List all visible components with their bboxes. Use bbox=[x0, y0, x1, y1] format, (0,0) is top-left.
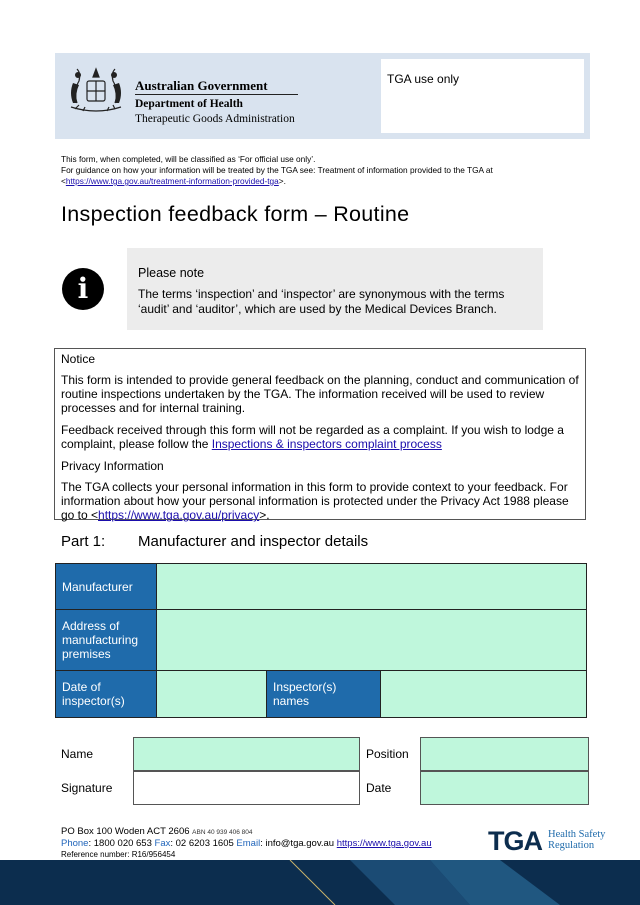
header-divider bbox=[135, 94, 298, 95]
email-address: : info@tga.gov.au bbox=[260, 838, 337, 849]
health-safety-regulation-tagline bbox=[548, 829, 605, 851]
inspector-names-label: Inspector(s) names bbox=[266, 670, 381, 718]
link-open: < bbox=[61, 176, 66, 186]
postal-address bbox=[61, 826, 253, 837]
signature-label: Signature bbox=[61, 781, 113, 795]
date-label: Date bbox=[366, 781, 392, 795]
tagline-line-1: Health Safety bbox=[548, 829, 606, 840]
fax-label: Fax bbox=[154, 838, 171, 849]
notice-heading: Notice bbox=[61, 352, 96, 366]
contact-line bbox=[61, 838, 432, 849]
privacy-paragraph-text: The TGA collects your personal information in this form to provide context to your feedback. For information about how your personal information is protected under the Privacy Act 1988 please go to < bbox=[61, 480, 569, 522]
date-field[interactable] bbox=[420, 771, 589, 805]
manufacturer-field[interactable] bbox=[156, 563, 587, 610]
please-note-title: Please note bbox=[138, 266, 205, 280]
classification-notice bbox=[61, 154, 581, 187]
phone-number: : 1800 020 653 bbox=[88, 838, 155, 849]
position-field[interactable] bbox=[420, 737, 589, 771]
government-title: Australian Government bbox=[135, 78, 268, 93]
phone-label: Phone bbox=[61, 838, 89, 849]
inspector-names-field[interactable] bbox=[380, 670, 587, 718]
date-of-inspection-label: Date of inspector(s) bbox=[55, 670, 157, 718]
privacy-paragraph-end: >. bbox=[259, 508, 270, 522]
classification-line-2: For guidance on how your information will be treated by the TGA see: Treatment of information provided to the TGA at bbox=[61, 165, 493, 175]
notice-paragraph-1: This form is intended to provide general feedback on the planning, conduct and communication of routine inspections undertaken by the TGA. The information received will be used to review processes and for internal training. bbox=[61, 373, 579, 415]
fax-number: : 02 6203 1605 bbox=[170, 838, 237, 849]
date-of-inspection-field[interactable] bbox=[156, 670, 267, 718]
address-label: Address of manufacturing premises bbox=[55, 609, 157, 671]
link-close: >. bbox=[278, 176, 286, 186]
manufacturer-label: Manufacturer bbox=[55, 563, 157, 610]
part-1-label: Part 1: bbox=[61, 533, 106, 550]
privacy-paragraph bbox=[61, 480, 579, 522]
abn: ABN 40 939 406 804 bbox=[192, 829, 253, 836]
page-title: Inspection feedback form – Routine bbox=[61, 202, 410, 226]
tagline-line-2: Regulation bbox=[548, 840, 595, 851]
tga-logo: TGA bbox=[488, 826, 542, 856]
name-field[interactable] bbox=[133, 737, 360, 771]
footer-band bbox=[0, 860, 640, 905]
tga-use-only-label: TGA use only bbox=[387, 72, 460, 86]
notice-paragraph-2-text: Feedback received through this form will not be regarded as a complaint. If you wish to lodge a complaint, please follow the bbox=[61, 423, 564, 451]
signature-field[interactable] bbox=[133, 771, 360, 805]
position-label: Position bbox=[366, 747, 409, 761]
treatment-information-link[interactable]: https://www.tga.gov.au/treatment-information-provided-tga bbox=[65, 176, 279, 186]
classification-line-1: This form, when completed, will be classified as ‘For official use only’. bbox=[61, 154, 316, 164]
email-label: Email bbox=[236, 838, 261, 849]
please-note-text: The terms ‘inspection’ and ‘inspector’ are synonymous with the terms ‘audit’ and ‘auditor’, which are used by the Medical Devices Branch. bbox=[138, 287, 505, 316]
coat-of-arms-icon bbox=[65, 63, 127, 115]
address-field[interactable] bbox=[156, 609, 587, 671]
please-note-box bbox=[127, 248, 543, 330]
privacy-link[interactable]: https://www.tga.gov.au/privacy bbox=[98, 508, 260, 522]
name-label: Name bbox=[61, 747, 94, 761]
website-link[interactable]: https://www.tga.gov.au bbox=[336, 838, 432, 849]
privacy-heading: Privacy Information bbox=[61, 459, 164, 473]
info-icon: i bbox=[62, 268, 104, 310]
complaint-process-link[interactable]: Inspections & inspectors complaint process bbox=[211, 437, 442, 451]
agency-name: Therapeutic Goods Administration bbox=[135, 113, 295, 125]
po-box: PO Box 100 Woden ACT 2606 bbox=[61, 826, 190, 837]
reference-number: Reference number: R16/956454 bbox=[61, 850, 176, 859]
notice-box bbox=[54, 348, 586, 520]
header-band bbox=[55, 53, 590, 139]
department-name: Department of Health bbox=[135, 98, 243, 110]
tga-use-only-box bbox=[381, 59, 584, 133]
part-1-title: Manufacturer and inspector details bbox=[138, 533, 369, 550]
classification-link-line bbox=[61, 176, 581, 187]
notice-paragraph-2 bbox=[61, 423, 579, 451]
